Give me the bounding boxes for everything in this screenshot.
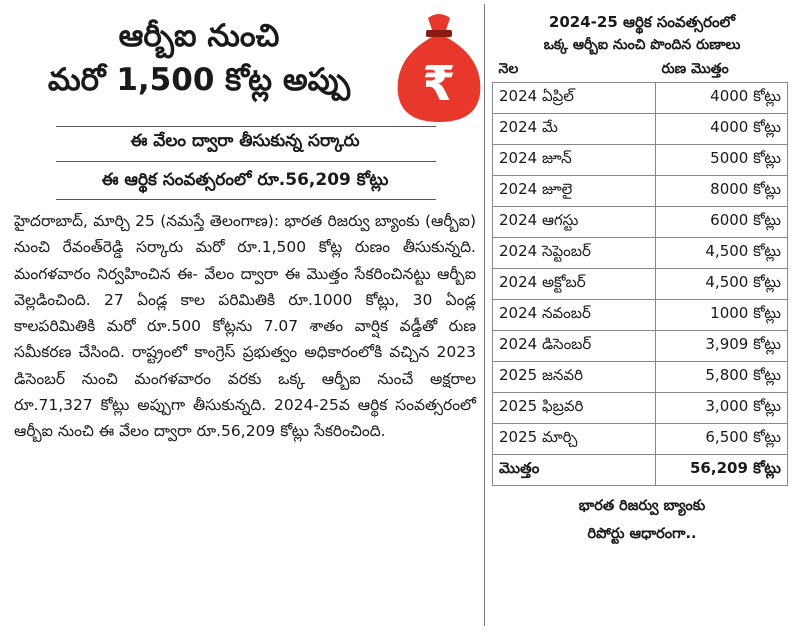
month-cell: 2024 నవంబర్ xyxy=(493,300,656,331)
table-row xyxy=(493,176,788,207)
amount-cell: 3,909 కోట్లు xyxy=(656,331,788,362)
loans-table xyxy=(492,58,788,486)
source-line2: రిపోర్టు ఆధారంగా.. xyxy=(587,526,697,542)
total-row xyxy=(493,455,788,486)
amount-cell: 4000 కోట్లు xyxy=(656,114,788,145)
amount-cell: 6,500 కోట్లు xyxy=(656,424,788,455)
source-note xyxy=(492,492,792,548)
subheadline-1: ఈ వేలం ద్వారా తీసుకున్న సర్కారు xyxy=(130,131,360,151)
table-row xyxy=(493,393,788,424)
table-row xyxy=(493,331,788,362)
article-column xyxy=(14,6,476,626)
table-row xyxy=(493,424,788,455)
total-amount: 56,209 కోట్లు xyxy=(656,455,788,486)
divider-bottom xyxy=(56,199,436,200)
month-cell: 2024 జూలై xyxy=(493,176,656,207)
month-cell: 2025 మార్చి xyxy=(493,424,656,455)
month-cell: 2024 ఏప్రిల్ xyxy=(493,83,656,114)
month-cell: 2024 అక్టోబర్ xyxy=(493,269,656,300)
table-row xyxy=(493,114,788,145)
total-label: మొత్తం xyxy=(493,455,656,486)
headline-line2: మరో 1,500 కోట్ల అప్పు xyxy=(47,62,351,98)
amount-cell: 6000 కోట్లు xyxy=(656,207,788,238)
table-title: 2024-25 ఆర్థిక సంవత్సరంలో xyxy=(548,13,736,31)
table-row xyxy=(493,269,788,300)
header-amount: రుణ మొత్తం xyxy=(661,60,729,77)
money-bag-icon xyxy=(390,8,488,126)
table-row xyxy=(493,83,788,114)
amount-cell: 4000 కోట్లు xyxy=(656,83,788,114)
amount-cell: 1000 కోట్లు xyxy=(656,300,788,331)
table-row xyxy=(493,362,788,393)
table-header-row xyxy=(493,58,788,83)
divider-middle xyxy=(56,161,436,162)
column-divider xyxy=(484,4,485,626)
month-cell: 2025 జనవరి xyxy=(493,362,656,393)
subheadline-2: ఈ ఆర్థిక సంవత్సరంలో రూ.56,209 కోట్లు xyxy=(101,170,389,190)
loans-table-panel xyxy=(492,10,792,548)
article-paragraph: హైదరాబాద్, మార్చి 25 (నమస్తే తెలంగాణ): భారత రిజర్వు బ్యాంకు (ఆర్బీఐ) నుంచి రేవంత్‌రెడ్డి సర్కారు మరో రూ.1,500 కోట్ల రుణం తీసుకున్నది. మంగళవారం నిర్వహించిన ఈ- వేలం ద్వారా ఈ మొత్తం సేకరించినట్టు ఆర్బీఐ వెల్లడించింది. 27 ఏండ్ల కాల పరిమితికి రూ.1000 కోట్లు, 30 ఏండ్ల కాలపరిమితికి మరో రూ.500 కోట్లను 7.07 శాతం వార్షిక వడ్డీతో రుణ సమీకరణ చేసింది. రాష్ట్రంలో కాంగ్రెస్ ప్రభుత్వం అధికారంలోకి వచ్చిన 2023 డిసెంబర్ నుంచి మంగళవారం వరకు ఒక్క ఆర్బీఐ నుంచే అక్షరాల రూ.71,327 కోట్లు అప్పుగా తీసుకున్నది. 2024-25వ ఆర్థిక సంవత్సరంలో ఆర్బీఐ నుంచి ఈ వేలం ద్వారా రూ.56,209 కోట్లు సేకరించింది. xyxy=(14,212,476,441)
table-row xyxy=(493,300,788,331)
amount-cell: 5000 కోట్లు xyxy=(656,145,788,176)
amount-cell: 5,800 కోట్లు xyxy=(656,362,788,393)
divider-top xyxy=(56,126,436,127)
table-row xyxy=(493,145,788,176)
month-cell: 2024 సెప్టెంబర్ xyxy=(493,238,656,269)
header-month: నెల xyxy=(498,60,519,77)
month-cell: 2024 మే xyxy=(493,114,656,145)
month-cell: 2025 ఫిబ్రవరి xyxy=(493,393,656,424)
month-cell: 2024 జూన్ xyxy=(493,145,656,176)
month-cell: 2024 డిసెంబర్ xyxy=(493,331,656,362)
table-row xyxy=(493,207,788,238)
headline xyxy=(14,14,384,102)
table-subtitle: ఒక్క ఆర్బీఐ నుంచి పొందిన రుణాలు xyxy=(543,37,741,53)
headline-line1: ఆర్బీఐ నుంచి xyxy=(118,18,280,54)
amount-cell: 4,500 కోట్లు xyxy=(656,269,788,300)
amount-cell: 8000 కోట్లు xyxy=(656,176,788,207)
amount-cell: 3,000 కోట్లు xyxy=(656,393,788,424)
month-cell: 2024 ఆగస్టు xyxy=(493,207,656,238)
source-line1: భారత రిజర్వు బ్యాంకు xyxy=(578,498,706,514)
rupee-symbol: ₹ xyxy=(422,56,456,112)
article-body xyxy=(14,208,476,445)
table-row xyxy=(493,238,788,269)
amount-cell: 4,500 కోట్లు xyxy=(656,238,788,269)
